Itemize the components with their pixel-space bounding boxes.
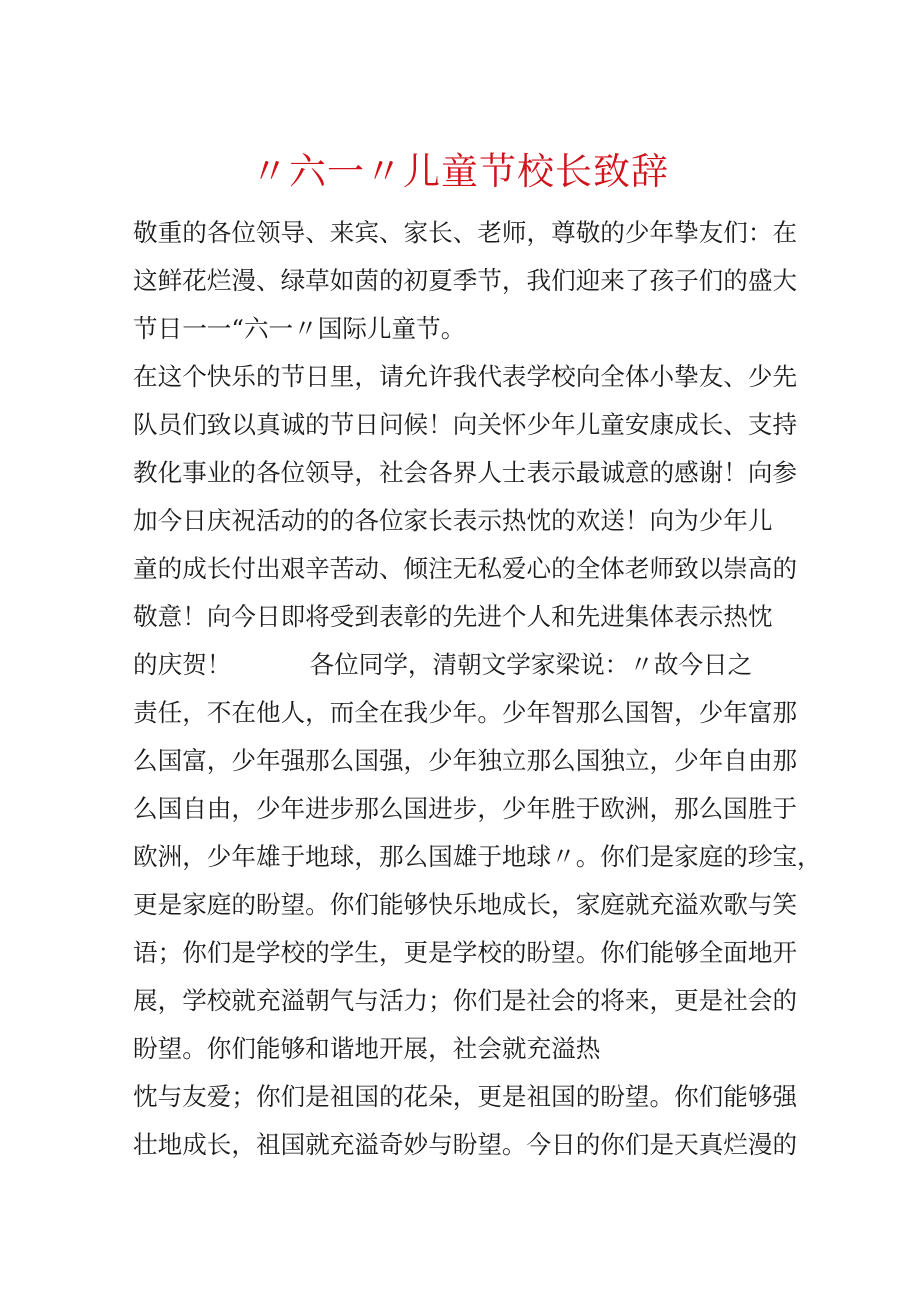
body-line: 语；你们是学校的学生，更是学校的盼望。你们能够全面地开 [133,938,798,967]
body-line: 教化事业的各位领导，社会各界人士表示最诚意的感谢！向参 [133,458,798,487]
body-line: 在这个快乐的节日里，请允许我代表学校向全体小挚友、少先 [133,362,798,391]
body-line: 敬重的各位领导、来宾、家长、老师，尊敬的少年挚友们：在 [133,218,798,247]
body-line: 加今日庆祝活动的的各位家长表示热忱的欢送！向为少年儿 [133,506,773,535]
body-line: 的庆贺！ 各位同学，清朝文学家梁说：〃故今日之 [133,650,753,679]
body-line: 童的成长付出艰辛苦动、倾注无私爱心的全体老师致以崇高的 [133,554,798,583]
body-line: 么国自由，少年进步那么国进步，少年胜于欧洲，那么国胜于 [133,794,798,823]
body-line: 更是家庭的盼望。你们能够快乐地成长，家庭就充溢欢歌与笑 [133,890,798,919]
body-line: 这鲜花烂漫、绿草如茵的初夏季节，我们迎来了孩子们的盛大 [133,266,798,295]
body-line: 节日一一“六一〃国际儿童节。 [133,314,466,343]
body-line: 责任，不在他人，而全在我少年。少年智那么国智，少年富那 [133,698,798,727]
body-line: 欧洲，少年雄于地球，那么国雄于地球〃。你们是家庭的珍宝， [133,842,822,871]
body-line: 壮地成长，祖国就充溢奇妙与盼望。今日的你们是天真烂漫的 [133,1130,798,1159]
body-line: 么国富，少年强那么国强，少年独立那么国独立，少年自由那 [133,746,798,775]
body-line: 忱与友爱；你们是祖国的花朵，更是祖国的盼望。你们能够强 [133,1082,798,1111]
body-line: 展，学校就充溢朝气与活力；你们是社会的将来，更是社会的 [133,986,798,1015]
body-line: 队员们致以真诚的节日问候！向关怀少年儿童安康成长、支持 [133,410,798,439]
body-line: 盼望。你们能够和谐地开展，社会就充溢热 [133,1034,601,1063]
body-line: 敬意！向今日即将受到表彰的先进个人和先进集体表示热忱 [133,602,773,631]
document-title: 〃六一〃儿童节校长致辞 [251,150,669,193]
